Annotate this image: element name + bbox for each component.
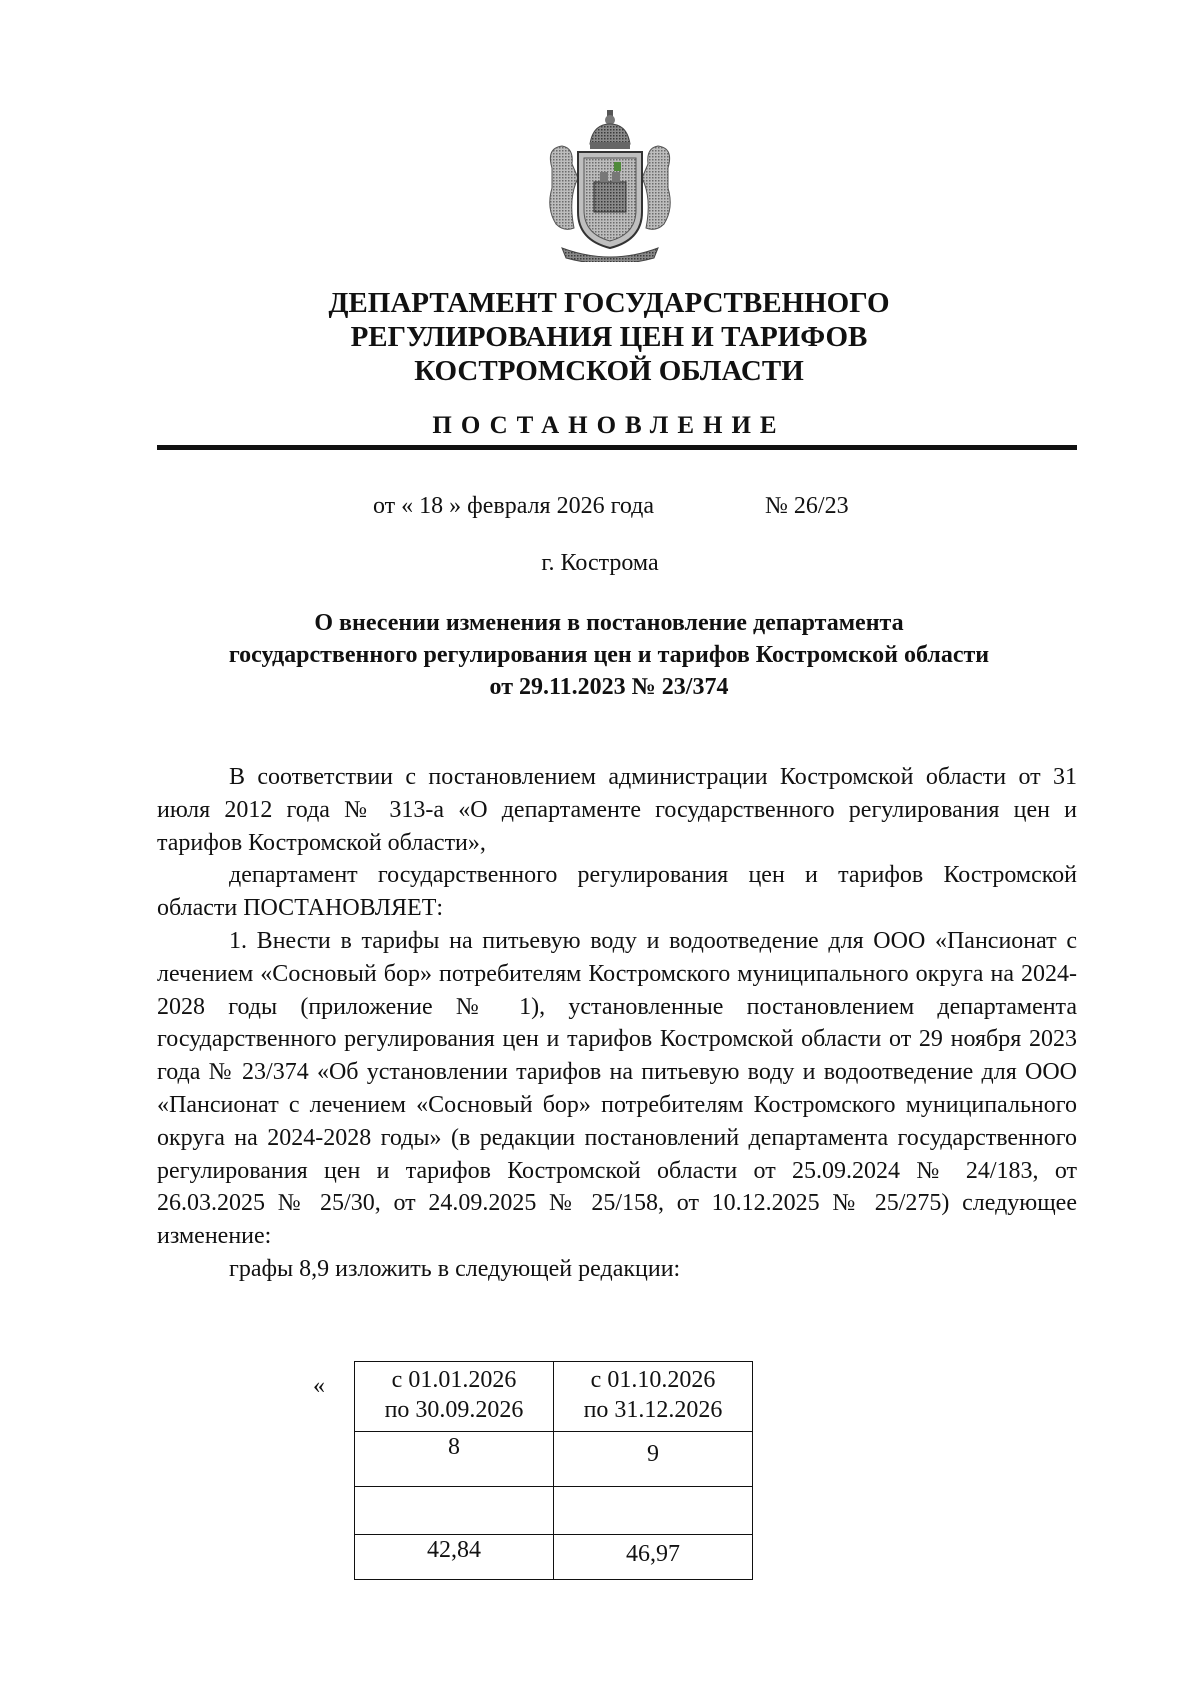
table-row: [355, 1535, 753, 1580]
tariff-value-col8: 42,84: [355, 1535, 554, 1580]
document-date: от « 18 » февраля 2026 года: [373, 493, 655, 519]
document-body: [157, 761, 1077, 1286]
table-row: [355, 1487, 753, 1535]
period-from-col9: с 01.10.2026: [590, 1367, 716, 1393]
period-from-col8: с 01.01.2026: [391, 1367, 517, 1393]
paragraph-preamble: В соответствии с постановлением администрации Костромской области от 31 июля 2012 года № 313-а «О департаменте государственного регулирования цен и тарифов Костромской области»,: [157, 764, 1077, 856]
subject-line-2: государственного регулирования цен и тарифов Костромской области: [228, 642, 990, 668]
table-cell-period-col9: [554, 1362, 753, 1432]
paragraph-item-1: 1. Внести в тарифы на питьевую воду и водоотведение для ООО «Пансионат с лечением «Сосновый бор» потребителям Костромского муниципального округа на 2024-2028 годы (приложение № 1), установленные постановлением департамента государственного регулирования цен и тарифов Костромской области от 29 ноября 2023 года № 23/374 «Об установлении тарифов на питьевую воду и водоотведение для ООО «Пансионат с лечением «Сосновый бор» потребителям Костромского муниципального округа на 2024-2028 годы» (в редакции постановлений департамента государственного регулирования цен и тарифов Костромской области от 25.09.2024 № 24/183, от 26.03.2025 № 25/30, от 24.09.2025 № 25/158, от 10.12.2025 № 25/275) следующее изменение:: [157, 927, 1077, 1250]
paragraph-columns-note: графы 8,9 изложить в следующей редакции:: [229, 1255, 681, 1282]
subject-line-3: от 29.11.2023 № 23/374: [489, 674, 729, 700]
tariff-value-col9: 46,97: [554, 1535, 753, 1580]
organization-name: [150, 286, 1068, 388]
table-cell-period-col8: [355, 1362, 554, 1432]
subject-line-1: О внесении изменения в постановление департамента: [314, 610, 904, 636]
table-cell-empty-col9: [554, 1487, 753, 1535]
organization-line-3: КОСТРОМСКОЙ ОБЛАСТИ: [414, 355, 804, 387]
period-to-col8: по 30.09.2026: [384, 1397, 524, 1423]
document-type: ПОСТАНОВЛЕНИЕ: [432, 412, 786, 439]
period-to-col9: по 31.12.2026: [583, 1397, 723, 1423]
table-cell-empty-col8: [355, 1487, 554, 1535]
document-city: г. Кострома: [541, 550, 659, 576]
paragraph-resolves: департамент государственного регулирования цен и тарифов Костромской области ПОСТАНОВЛЯЕТ:: [157, 862, 1077, 922]
document-subject: [150, 607, 1068, 703]
coat-of-arms-icon: [538, 108, 682, 262]
header-divider: [157, 445, 1077, 450]
tariff-table: [354, 1361, 753, 1580]
document-number: № 26/23: [765, 493, 849, 519]
table-row: [355, 1432, 753, 1487]
organization-line-2: РЕГУЛИРОВАНИЯ ЦЕН И ТАРИФОВ: [350, 321, 868, 353]
opening-quote-mark: «: [313, 1373, 325, 1399]
table-row: [355, 1362, 753, 1432]
coat-of-arms-emblem: [538, 108, 682, 262]
column-number-9: 9: [554, 1432, 753, 1487]
column-number-8: 8: [355, 1432, 554, 1487]
organization-line-1: ДЕПАРТАМЕНТ ГОСУДАРСТВЕННОГО: [328, 287, 890, 319]
